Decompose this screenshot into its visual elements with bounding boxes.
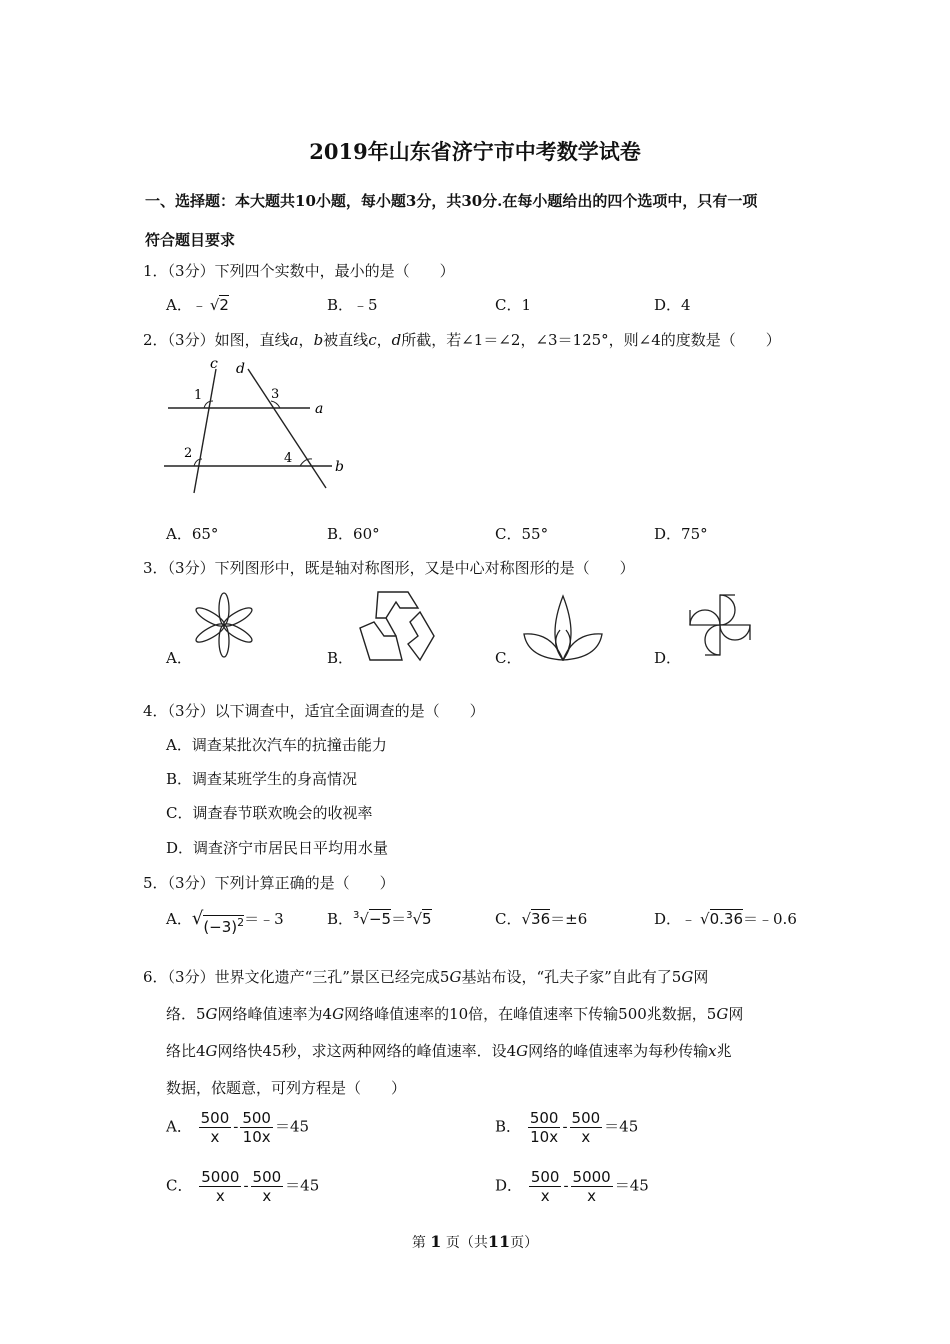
q6-g3: G — [205, 1005, 218, 1023]
q6-a-f1-den: x — [210, 1128, 220, 1146]
q6-a-label: A． — [166, 1117, 192, 1136]
q6-line4: 数据，依题意，可列方程是（ ） — [166, 1079, 407, 1097]
label-d: d — [236, 361, 245, 377]
footer-page-number: 1 — [430, 1232, 442, 1251]
q6-g4: G — [332, 1005, 345, 1023]
q6-a-f2-den: 10x — [242, 1128, 271, 1146]
q6-option-b — [495, 1109, 638, 1146]
q2-var-a: a — [289, 331, 299, 349]
q3-option-a-label: A． — [166, 649, 192, 667]
q1-option-a — [166, 294, 229, 315]
angle-2-arc — [194, 459, 202, 466]
q2-option-b: B．60° — [327, 525, 380, 543]
q5-b-label: B． — [327, 910, 354, 928]
q5-d-label: D． — [654, 910, 682, 928]
q5-c-sqrt: √ — [521, 910, 532, 928]
q2-comma1: ， — [298, 331, 314, 349]
q2-var-c: c — [368, 331, 377, 349]
q2-comma2: ， — [376, 331, 392, 349]
q1-a-sqrt: √2 — [209, 296, 229, 314]
q5-c-radicand: 36 — [531, 910, 551, 928]
q6-d-frac2 — [571, 1168, 613, 1205]
q5-d-radicand: 0.36 — [709, 910, 744, 928]
q2-stem — [143, 329, 781, 350]
q6-b-f2-den: x — [581, 1128, 591, 1146]
q6-d-f2-num: 5000 — [572, 1168, 611, 1186]
q6-l2-b: 网络峰值速率为4 — [217, 1005, 333, 1023]
q5-b-index2: 3 — [406, 910, 413, 921]
label-1: 1 — [194, 388, 203, 403]
q5-b-index1: 3 — [353, 910, 360, 921]
q5-option-b — [327, 908, 432, 929]
q6-d-frac1 — [529, 1168, 562, 1205]
q4-option-b: B．调查某班学生的身高情况 — [166, 770, 358, 788]
footer-pre: 第 — [411, 1235, 426, 1251]
q5-b-sqrt1: √ — [359, 910, 369, 928]
label-3: 3 — [271, 387, 280, 402]
footer-post: 页） — [510, 1235, 539, 1251]
q6-a-rhs: ＝45 — [274, 1117, 310, 1136]
q6-c-f1-den: x — [215, 1187, 225, 1205]
q4-stem: 4．（3分）以下调查中，适宜全面调查的是（ ） — [143, 702, 485, 720]
q6-b-frac1 — [528, 1109, 561, 1146]
q6-g1: G — [449, 968, 462, 986]
q1-option-d: D．4 — [654, 296, 691, 314]
q6-b-label: B． — [495, 1117, 522, 1136]
q6-d-rhs: ＝45 — [614, 1176, 649, 1195]
q5-a-sqrt: √ — [191, 908, 204, 929]
q3-option-b-label: B． — [327, 649, 354, 667]
q6-option-c — [166, 1168, 319, 1205]
q6-l1-mid: 基站布设，“孔夫子家”自此有了5 — [461, 968, 682, 986]
q3-option-c-label: C． — [495, 649, 522, 667]
footer-total-pages: 11 — [487, 1232, 511, 1251]
label-a: a — [315, 401, 324, 417]
q5-b-eq: ＝ — [391, 910, 407, 928]
q4-option-d: D．调查济宁市居民日平均用水量 — [166, 839, 389, 857]
q6-b-frac2 — [570, 1109, 603, 1146]
q5-option-a — [166, 908, 284, 936]
q6-g6: G — [205, 1042, 218, 1060]
q5-a-rhs: ＝﹣3 — [244, 910, 284, 928]
q5-d-minus: ﹣ — [681, 910, 697, 928]
q6-l2-c: 网络峰值速率的10倍，在峰值速率下传输500兆数据，5 — [344, 1005, 717, 1023]
q5-option-d — [654, 908, 797, 929]
q6-d-f1-den: x — [540, 1187, 550, 1205]
label-4: 4 — [284, 451, 293, 466]
q6-b-f1-num: 500 — [529, 1109, 559, 1127]
q6-g7: G — [516, 1042, 529, 1060]
q5-option-c — [495, 908, 587, 929]
q6-g2: G — [681, 968, 694, 986]
q6-c-rhs: ＝45 — [285, 1176, 320, 1195]
q2-stem-post: 所截，若∠1＝∠2，∠3＝125°，则∠4的度数是（ ） — [401, 331, 781, 349]
q5-c-label: C． — [495, 910, 522, 928]
q6-l3-a: 络比4 — [166, 1042, 206, 1060]
q5-d-rhs: ＝﹣0.6 — [743, 910, 797, 928]
q6-l1-pre: 6．（3分）世界文化遗产“三孔”景区已经完成5 — [143, 968, 450, 986]
section-header-line2: 符合题目要求 — [145, 231, 236, 249]
q5-b-sqrt2: √ — [412, 910, 423, 928]
q2-option-d: D．75° — [654, 525, 708, 543]
q2-var-b: b — [313, 331, 324, 349]
q6-d-minus: - — [563, 1176, 569, 1195]
q6-a-f1-num: 500 — [200, 1109, 230, 1127]
q6-c-minus: - — [243, 1176, 249, 1195]
q5-b-radicand1: −5 — [368, 910, 392, 928]
q1-option-c: C．1 — [495, 296, 532, 314]
q6-line1 — [143, 966, 708, 987]
q6-c-frac1 — [199, 1168, 241, 1205]
q5-a-exp: 2 — [237, 916, 245, 929]
q2-stem-mid: 被直线 — [323, 331, 369, 349]
q3-figure-c-lotus — [522, 592, 604, 662]
label-c: c — [210, 356, 218, 372]
q6-option-d — [495, 1168, 649, 1205]
q6-a-frac2 — [240, 1109, 273, 1146]
footer-mid: 页（共 — [445, 1235, 488, 1251]
q5-b-radicand2: 5 — [422, 910, 432, 928]
q1-stem: 1．（3分）下列四个实数中，最小的是（ ） — [143, 262, 455, 280]
label-b: b — [335, 459, 344, 475]
q6-c-f2-den: x — [262, 1187, 272, 1205]
q2-option-c: C．55° — [495, 525, 549, 543]
q6-d-label: D． — [495, 1176, 523, 1195]
page-title: 2019年山东省济宁市中考数学试卷 — [309, 139, 641, 164]
q6-a-minus: - — [233, 1117, 239, 1136]
q6-l3-c: 网络的峰值速率为每秒传输 — [528, 1042, 709, 1060]
q6-l3-d: 兆 — [716, 1042, 732, 1060]
q1-option-b: B．﹣5 — [327, 296, 378, 314]
q6-var-x: x — [708, 1042, 717, 1060]
q6-b-f1-den: 10x — [530, 1128, 559, 1146]
q6-d-f2-den: x — [587, 1187, 597, 1205]
q6-line3 — [166, 1040, 732, 1061]
q6-a-frac1 — [199, 1109, 232, 1146]
q6-d-f1-num: 500 — [530, 1168, 560, 1186]
q5-c-rhs: ＝±6 — [550, 910, 588, 928]
q1-a-label: A． — [166, 296, 192, 314]
q2-figure — [160, 355, 360, 500]
q4-option-a: A．调查某批次汽车的抗撞击能力 — [166, 736, 387, 754]
page-footer — [0, 1232, 950, 1252]
q3-figure-d-pinwheel — [688, 593, 752, 657]
q2-var-d: d — [391, 331, 402, 349]
q6-option-a — [166, 1109, 309, 1146]
q6-b-minus: - — [562, 1117, 568, 1136]
q2-stem-pre: 2．（3分）如图，直线 — [143, 331, 290, 349]
q6-line2 — [166, 1003, 743, 1024]
q5-stem: 5．（3分）下列计算正确的是（ ） — [143, 874, 395, 892]
q6-c-f2-num: 500 — [252, 1168, 282, 1186]
q3-stem: 3．（3分）下列图形中，既是轴对称图形，又是中心对称图形的是（ ） — [143, 559, 635, 577]
q1-a-minus: ﹣ — [191, 296, 207, 314]
q5-a-label: A． — [166, 910, 192, 928]
q1-a-radicand: 2 — [219, 296, 229, 314]
q5-a-base: (−3) — [203, 918, 238, 936]
q4-option-c: C．调查春节联欢晚会的收视率 — [166, 804, 373, 822]
q6-c-f1-num: 5000 — [201, 1168, 240, 1186]
q6-c-label: C． — [166, 1176, 193, 1195]
q3-figure-b-recycle — [356, 588, 436, 664]
angle-1-arc — [204, 401, 213, 408]
q6-l3-b: 网络快45秒，求这两种网络的峰值速率．设4 — [217, 1042, 517, 1060]
q6-l2-d: 网 — [728, 1005, 744, 1023]
q3-option-d-label: D． — [654, 649, 682, 667]
q6-c-frac2 — [251, 1168, 284, 1205]
q6-b-f2-num: 500 — [571, 1109, 601, 1127]
q5-d-sqrt: √ — [700, 910, 710, 928]
q6-a-f2-num: 500 — [242, 1109, 271, 1127]
q2-option-a: A．65° — [166, 525, 219, 543]
q5-a-radicand — [203, 915, 244, 936]
line-d — [248, 369, 326, 488]
q6-l1-end: 网 — [693, 968, 709, 986]
q6-b-rhs: ＝45 — [604, 1117, 639, 1136]
q6-g5: G — [716, 1005, 729, 1023]
section-header-line1: 一、选择题：本大题共10小题，每小题3分，共30分.在每小题给出的四个选项中，只有一项 — [145, 192, 758, 210]
q3-figure-a-flower — [192, 590, 256, 660]
q6-l2-a: 络．5 — [166, 1005, 206, 1023]
label-2: 2 — [184, 446, 193, 461]
